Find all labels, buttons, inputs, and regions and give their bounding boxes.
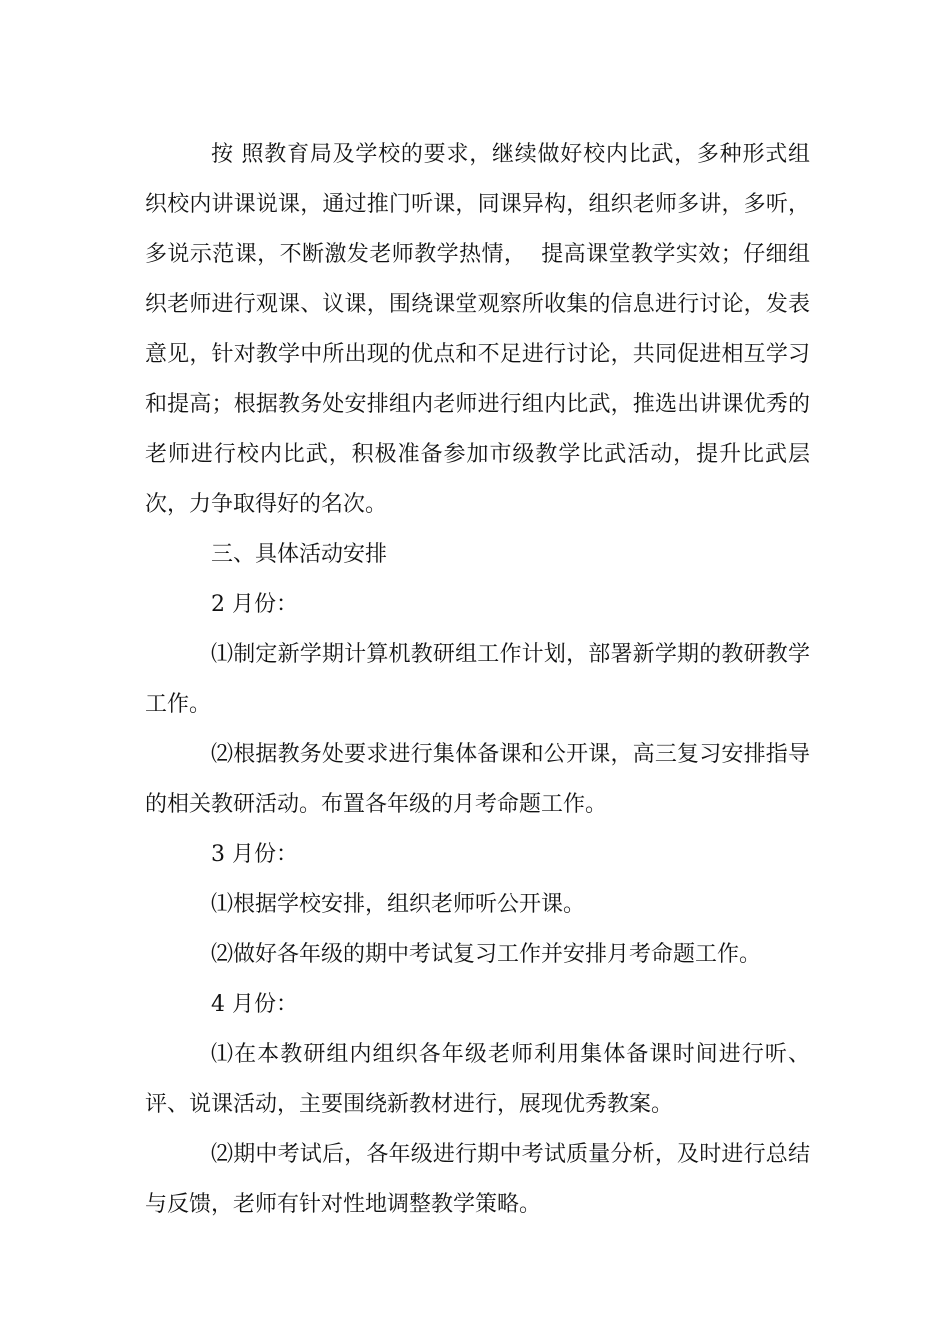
feb-item-1: ⑴制定新学期计算机教研组工作计划，部署新学期的教研教学工作。: [145, 642, 810, 717]
month-heading-feb: 2 月份：: [211, 592, 298, 617]
paragraph-competition: 按 照教育局及学校的要求，继续做好校内比武，多种形式组织校内讲课说课，通过推门听课，同课异构，组织老师多讲，多听，多说示范课，不断激发老师教学热情， 提高课堂教学实效；仔细组织老师进行观课、议课，围绕课堂观察所收集的信息进行讨论，发表意见，针对教学中所出现的优点和不足进行讨论，共同促进相互学习 和提高；根据教务处安排组内老师进行组内比武，推选出讲课优秀的老师进行校内比武，积极准备参加市级教学比武活动，提升比武层次，力争取得好的名次。: [145, 142, 824, 517]
mar-item-2: ⑵做好各年级的期中考试复习工作并安排月考命题工作。: [211, 942, 762, 967]
document-body: [145, 130, 824, 1230]
apr-item-1: ⑴在本教研组内组织各年级老师利用集体备课时间进行听、评、说课活动，主要围绕新教材进行，展现优秀教案。: [145, 1042, 810, 1117]
mar-item-1: ⑴根据学校安排，组织老师听公开课。: [211, 892, 586, 917]
month-heading-apr: 4 月份：: [211, 992, 298, 1017]
apr-item-2: ⑵期中考试后，各年级进行期中考试质量分析，及时进行总结与反馈，老师有针对性地调整教学策略。: [145, 1142, 810, 1217]
feb-item-2: ⑵根据教务处要求进行集体备课和公开课，高三复习安排指导的相关教研活动。布置各年级的月考命题工作。: [145, 742, 810, 817]
section-heading-activities: 三、具体活动安排: [211, 542, 388, 567]
month-heading-mar: 3 月份：: [211, 842, 298, 867]
